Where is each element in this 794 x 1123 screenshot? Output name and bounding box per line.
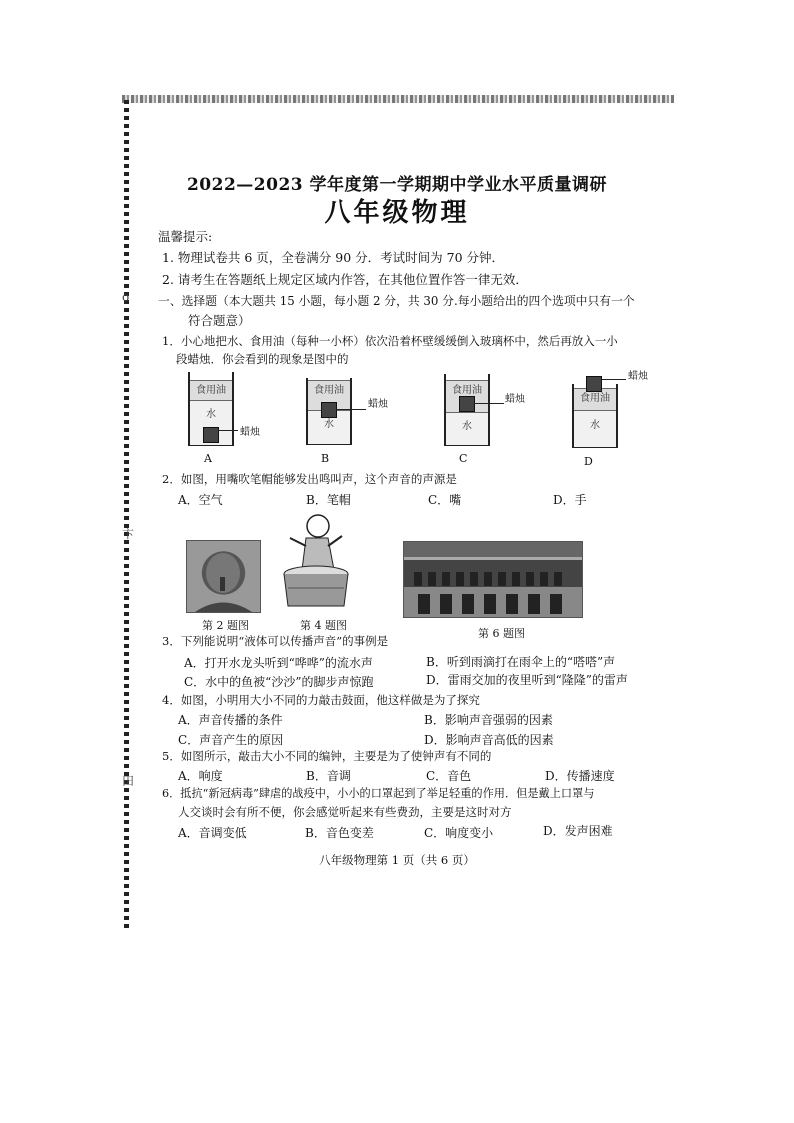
section-heading-cont: 符合题意）: [188, 313, 251, 328]
q5-option-a: A．响度: [178, 769, 223, 783]
q1-stem: 1．小心地把水、食用油（每种一小杯）依次沿着杯壁缓缓倒入玻璃杯中，然后再放入一小: [162, 334, 618, 348]
q2-option-a: A．空气: [178, 493, 223, 507]
option-label-b: B: [321, 452, 330, 465]
exam-title: 2022—2023 学年度第一学期期中学业水平质量调研: [186, 175, 608, 195]
fig4-caption: 第 4 题图: [300, 619, 347, 632]
q4-option-c: C．声音产生的原因: [178, 733, 284, 747]
q6-option-a: A．音调变低: [178, 826, 247, 840]
q6-option-d: D．发声困难: [543, 824, 613, 838]
q2-option-b: B．笔帽: [306, 493, 351, 507]
leader-line: [602, 379, 626, 380]
fig2-photo: [186, 540, 261, 613]
wax-block: [321, 402, 337, 418]
q3-option-c: C．水中的鱼被“沙沙”的脚步声惊跑: [184, 675, 374, 689]
wax-block: [203, 427, 219, 443]
q2-stem: 2．如图，用嘴吹笔帽能够发出鸣叫声，这个声音的声源是: [162, 472, 457, 486]
margin-mark: 卞: [122, 527, 135, 541]
water-layer: 水: [446, 412, 488, 445]
subject-title: 八年级物理: [324, 198, 470, 228]
option-label-a: A: [204, 452, 212, 465]
oil-layer: 食用油: [446, 380, 488, 413]
beaker: [188, 372, 234, 446]
section-heading: 一、选择题（本大题共 15 小题，每小题 2 分，共 30 分.每小题给出的四个选项中只有一个: [158, 294, 635, 308]
q3-option-a: A．打开水龙头听到“哗哗”的流水声: [184, 656, 373, 670]
q5-option-d: D．传播速度: [545, 769, 615, 783]
tip-item: 1. 物理试卷共 6 页，全卷满分 90 分．考试时间为 70 分钟．: [162, 250, 505, 265]
q4-option-d: D．影响声音高低的因素: [424, 733, 554, 747]
q4-stem: 4．如图，小明用大小不同的力敲击鼓面，他这样做是为了探究: [162, 693, 480, 707]
margin-mark: 田: [122, 774, 135, 788]
leader-line: [218, 430, 238, 431]
leader-line: [336, 409, 366, 410]
wax-label: 蜡烛: [505, 394, 525, 405]
child-face-image: [187, 541, 260, 612]
q2-option-d: D．手: [553, 493, 587, 507]
tips-heading: 温馨提示:: [158, 229, 213, 244]
fig4-drum-drawing: [276, 508, 356, 612]
q5-option-b: B．音调: [306, 769, 351, 783]
water-layer: 水: [190, 400, 232, 445]
beaker: [306, 378, 352, 445]
q3-option-d: D．雷雨交加的夜里听到“隆隆”的雷声: [426, 673, 628, 687]
q5-stem: 5．如图所示，敲击大小不同的编钟，主要是为了使钟声有不同的: [162, 749, 492, 763]
q6-option-b: B．音色变差: [305, 826, 374, 840]
option-label-c: C: [459, 452, 468, 465]
q6-stem: 6．抵抗“新冠病毒”肆虐的战疫中，小小的口罩起到了举足轻重的作用．但是戴上口罩与: [162, 787, 595, 800]
fig2-caption: 第 2 题图: [202, 619, 249, 632]
option-label-d: D: [584, 455, 593, 468]
wax-label: 蜡烛: [368, 399, 388, 410]
water-layer: 水: [308, 410, 350, 444]
tip-item: 2. 请考生在答题纸上规定区域内作答，在其他位置作答一律无效．: [162, 272, 528, 287]
oil-layer: 食用油: [190, 380, 232, 401]
q3-option-b: B．听到雨滴打在雨伞上的“嗒嗒”声: [426, 655, 616, 669]
beaker: [572, 384, 618, 448]
water-layer: 水: [574, 410, 616, 447]
q3-stem: 3．下列能说明“液体可以传播声音”的事例是: [162, 634, 389, 648]
fig6-caption: 第 6 题图: [478, 627, 525, 640]
scan-top-edge: [122, 95, 674, 103]
margin-mark: o: [122, 290, 130, 304]
fig6-photo: [403, 541, 583, 618]
q6-option-c: C．响度变小: [424, 826, 494, 840]
wax-block: [586, 376, 602, 392]
wax-block: [459, 396, 475, 412]
leader-line: [474, 403, 504, 404]
q2-option-c: C．嘴: [428, 493, 462, 507]
q4-option-b: B．影响声音强弱的因素: [424, 713, 553, 727]
bells-image: [404, 542, 582, 617]
wax-label: 蜡烛: [628, 371, 648, 382]
oil-layer: 食用油: [308, 380, 350, 411]
page-footer: 八年级物理第 1 页（共 6 页）: [319, 853, 475, 867]
oil-layer: 食用油: [574, 388, 616, 411]
q6-stem-cont: 人交谈时会有所不便，你会感觉听起来有些费劲，主要是这时对方: [178, 805, 512, 819]
q1-stem-cont: 段蜡烛．你会看到的现象是图中的: [176, 352, 349, 366]
beaker: [444, 374, 490, 446]
q5-option-c: C．音色: [426, 769, 472, 783]
q4-option-a: A．声音传播的条件: [178, 713, 283, 727]
wax-label: 蜡烛: [240, 427, 260, 438]
